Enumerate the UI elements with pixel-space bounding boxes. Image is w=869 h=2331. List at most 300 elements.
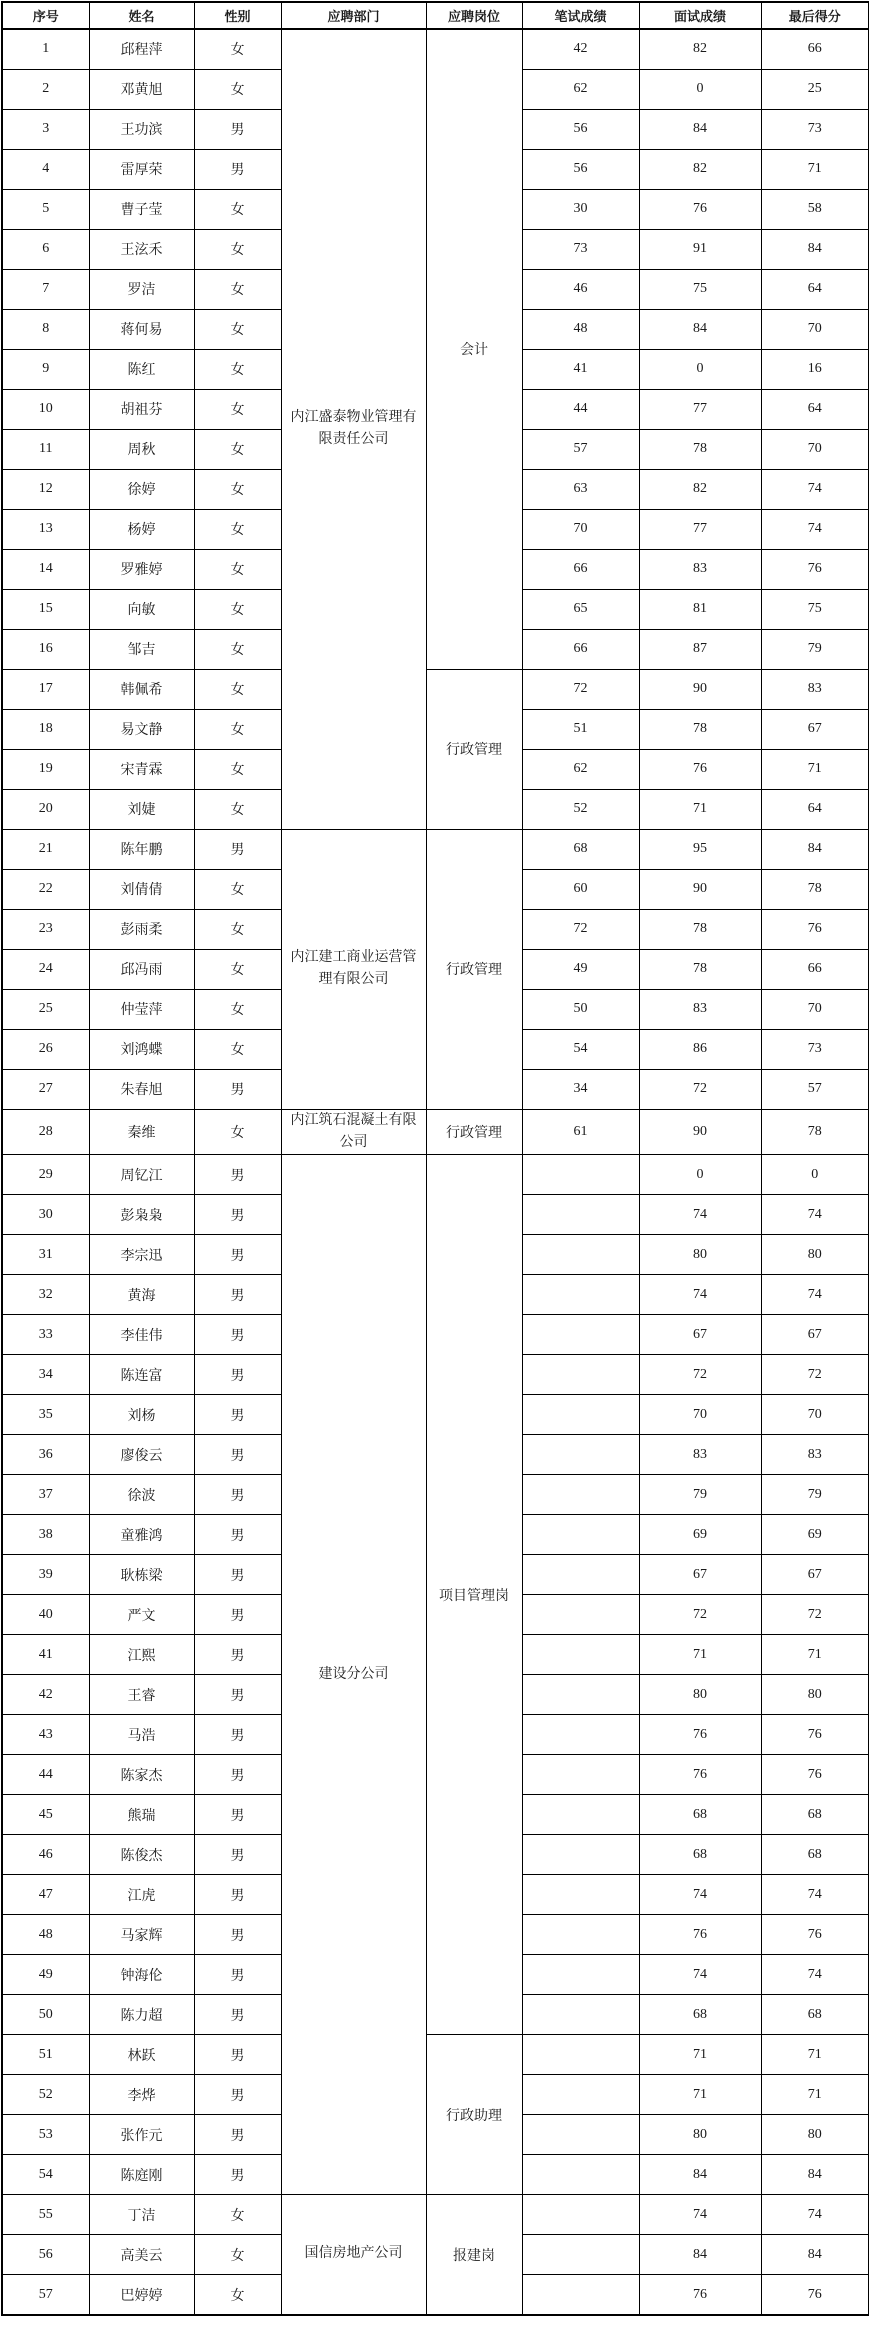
- cell-name: 巴婷婷: [89, 2275, 194, 2315]
- cell-gender: 女: [194, 309, 281, 349]
- cell-gender: 女: [194, 789, 281, 829]
- cell-final-score: 76: [761, 1915, 869, 1955]
- cell-gender: 女: [194, 749, 281, 789]
- cell-interview-score: 76: [639, 749, 761, 789]
- cell-final-score: 78: [761, 869, 869, 909]
- cell-name: 周秋: [89, 429, 194, 469]
- cell-no: 56: [2, 2235, 89, 2275]
- column-header-gender: 性别: [194, 2, 281, 29]
- cell-gender: 男: [194, 1315, 281, 1355]
- cell-no: 11: [2, 429, 89, 469]
- cell-no: 43: [2, 1715, 89, 1755]
- cell-interview-score: 76: [639, 1755, 761, 1795]
- cell-written-score: 65: [522, 589, 639, 629]
- cell-final-score: 70: [761, 989, 869, 1029]
- cell-name: 王睿: [89, 1675, 194, 1715]
- cell-written-score: 52: [522, 789, 639, 829]
- cell-written-score: 70: [522, 509, 639, 549]
- cell-gender: 男: [194, 1515, 281, 1555]
- cell-name: 马家辉: [89, 1915, 194, 1955]
- cell-written-score: 49: [522, 949, 639, 989]
- cell-final-score: 84: [761, 229, 869, 269]
- cell-gender: 男: [194, 2115, 281, 2155]
- cell-final-score: 75: [761, 589, 869, 629]
- cell-name: 廖俊云: [89, 1435, 194, 1475]
- cell-final-score: 64: [761, 789, 869, 829]
- cell-no: 3: [2, 109, 89, 149]
- cell-no: 37: [2, 1475, 89, 1515]
- cell-name: 周钇江: [89, 1155, 194, 1195]
- cell-name: 邓黄旭: [89, 69, 194, 109]
- cell-no: 25: [2, 989, 89, 1029]
- cell-gender: 女: [194, 509, 281, 549]
- cell-interview-score: 83: [639, 989, 761, 1029]
- cell-gender: 女: [194, 429, 281, 469]
- cell-written-score: 44: [522, 389, 639, 429]
- cell-interview-score: 68: [639, 1795, 761, 1835]
- cell-interview-score: 87: [639, 629, 761, 669]
- cell-no: 22: [2, 869, 89, 909]
- cell-written-score: [522, 1595, 639, 1635]
- cell-gender: 男: [194, 1915, 281, 1955]
- cell-interview-score: 78: [639, 909, 761, 949]
- cell-final-score: 64: [761, 269, 869, 309]
- cell-final-score: 71: [761, 2075, 869, 2115]
- cell-written-score: [522, 1995, 639, 2035]
- cell-final-score: 76: [761, 2275, 869, 2315]
- cell-interview-score: 84: [639, 309, 761, 349]
- cell-department: 内江筑石混凝土有限公司: [281, 1109, 426, 1155]
- cell-no: 39: [2, 1555, 89, 1595]
- header-row: [2, 2, 869, 29]
- cell-final-score: 80: [761, 1235, 869, 1275]
- cell-final-score: 71: [761, 2035, 869, 2075]
- cell-no: 38: [2, 1515, 89, 1555]
- cell-final-score: 67: [761, 1315, 869, 1355]
- cell-gender: 女: [194, 629, 281, 669]
- cell-interview-score: 76: [639, 1915, 761, 1955]
- cell-final-score: 76: [761, 909, 869, 949]
- cell-interview-score: 90: [639, 1109, 761, 1155]
- cell-no: 8: [2, 309, 89, 349]
- cell-no: 42: [2, 1675, 89, 1715]
- cell-final-score: 73: [761, 109, 869, 149]
- cell-no: 53: [2, 2115, 89, 2155]
- cell-name: 陈连富: [89, 1355, 194, 1395]
- cell-final-score: 68: [761, 1995, 869, 2035]
- cell-final-score: 76: [761, 1755, 869, 1795]
- cell-name: 黄海: [89, 1275, 194, 1315]
- cell-written-score: 51: [522, 709, 639, 749]
- cell-interview-score: 74: [639, 1875, 761, 1915]
- cell-no: 49: [2, 1955, 89, 1995]
- table-row: [2, 829, 869, 869]
- cell-interview-score: 74: [639, 1955, 761, 1995]
- cell-gender: 女: [194, 189, 281, 229]
- cell-no: 33: [2, 1315, 89, 1355]
- cell-written-score: [522, 1235, 639, 1275]
- cell-gender: 男: [194, 1675, 281, 1715]
- cell-written-score: [522, 2155, 639, 2195]
- cell-gender: 男: [194, 2035, 281, 2075]
- cell-gender: 男: [194, 1595, 281, 1635]
- table-row: [2, 2195, 869, 2235]
- cell-no: 45: [2, 1795, 89, 1835]
- cell-interview-score: 71: [639, 789, 761, 829]
- cell-name: 熊瑞: [89, 1795, 194, 1835]
- cell-no: 47: [2, 1875, 89, 1915]
- cell-name: 蒋何易: [89, 309, 194, 349]
- cell-no: 20: [2, 789, 89, 829]
- cell-gender: 男: [194, 829, 281, 869]
- cell-written-score: [522, 2075, 639, 2115]
- cell-name: 严文: [89, 1595, 194, 1635]
- cell-interview-score: 81: [639, 589, 761, 629]
- cell-interview-score: 69: [639, 1515, 761, 1555]
- cell-no: 18: [2, 709, 89, 749]
- cell-gender: 男: [194, 1475, 281, 1515]
- cell-interview-score: 68: [639, 1995, 761, 2035]
- cell-no: 46: [2, 1835, 89, 1875]
- cell-gender: 女: [194, 869, 281, 909]
- cell-gender: 女: [194, 349, 281, 389]
- cell-no: 1: [2, 29, 89, 69]
- cell-no: 17: [2, 669, 89, 709]
- cell-no: 36: [2, 1435, 89, 1475]
- cell-gender: 男: [194, 1755, 281, 1795]
- cell-gender: 女: [194, 989, 281, 1029]
- cell-final-score: 74: [761, 1875, 869, 1915]
- cell-gender: 女: [194, 2235, 281, 2275]
- cell-final-score: 16: [761, 349, 869, 389]
- cell-final-score: 74: [761, 1195, 869, 1235]
- cell-written-score: 68: [522, 829, 639, 869]
- cell-interview-score: 71: [639, 1635, 761, 1675]
- cell-gender: 男: [194, 1875, 281, 1915]
- cell-interview-score: 91: [639, 229, 761, 269]
- table-row: [2, 1109, 869, 1155]
- column-header-no: 序号: [2, 2, 89, 29]
- cell-position: 行政管理: [426, 829, 522, 1109]
- table-body: [2, 29, 869, 2315]
- cell-final-score: 69: [761, 1515, 869, 1555]
- cell-final-score: 84: [761, 2155, 869, 2195]
- cell-position: 报建岗: [426, 2195, 522, 2315]
- cell-name: 向敏: [89, 589, 194, 629]
- cell-gender: 男: [194, 1995, 281, 2035]
- cell-no: 15: [2, 589, 89, 629]
- cell-name: 丁洁: [89, 2195, 194, 2235]
- cell-written-score: 57: [522, 429, 639, 469]
- cell-written-score: 62: [522, 749, 639, 789]
- cell-written-score: 46: [522, 269, 639, 309]
- cell-final-score: 72: [761, 1595, 869, 1635]
- cell-final-score: 73: [761, 1029, 869, 1069]
- cell-final-score: 67: [761, 709, 869, 749]
- cell-gender: 男: [194, 1715, 281, 1755]
- cell-written-score: 54: [522, 1029, 639, 1069]
- cell-name: 马浩: [89, 1715, 194, 1755]
- cell-name: 罗雅婷: [89, 549, 194, 589]
- cell-no: 32: [2, 1275, 89, 1315]
- cell-department: 建设分公司: [281, 1155, 426, 2195]
- cell-gender: 男: [194, 1435, 281, 1475]
- cell-written-score: [522, 1955, 639, 1995]
- cell-department: 国信房地产公司: [281, 2195, 426, 2315]
- cell-no: 55: [2, 2195, 89, 2235]
- cell-no: 29: [2, 1155, 89, 1195]
- cell-interview-score: 78: [639, 949, 761, 989]
- cell-name: 高美云: [89, 2235, 194, 2275]
- cell-name: 耿栋梁: [89, 1555, 194, 1595]
- cell-interview-score: 82: [639, 469, 761, 509]
- cell-no: 13: [2, 509, 89, 549]
- column-header-interview-score: 面试成绩: [639, 2, 761, 29]
- cell-interview-score: 76: [639, 2275, 761, 2315]
- cell-written-score: [522, 1155, 639, 1195]
- cell-final-score: 71: [761, 149, 869, 189]
- cell-gender: 女: [194, 1109, 281, 1155]
- cell-gender: 女: [194, 549, 281, 589]
- cell-interview-score: 0: [639, 349, 761, 389]
- cell-final-score: 71: [761, 749, 869, 789]
- cell-no: 10: [2, 389, 89, 429]
- cell-gender: 女: [194, 29, 281, 69]
- cell-interview-score: 71: [639, 2075, 761, 2115]
- cell-interview-score: 77: [639, 389, 761, 429]
- cell-interview-score: 83: [639, 1435, 761, 1475]
- cell-no: 54: [2, 2155, 89, 2195]
- cell-gender: 男: [194, 1635, 281, 1675]
- cell-final-score: 70: [761, 429, 869, 469]
- cell-final-score: 70: [761, 1395, 869, 1435]
- cell-interview-score: 67: [639, 1315, 761, 1355]
- cell-name: 易文静: [89, 709, 194, 749]
- cell-no: 30: [2, 1195, 89, 1235]
- cell-interview-score: 70: [639, 1395, 761, 1435]
- cell-written-score: 63: [522, 469, 639, 509]
- cell-final-score: 64: [761, 389, 869, 429]
- cell-final-score: 74: [761, 2195, 869, 2235]
- cell-written-score: [522, 1515, 639, 1555]
- cell-interview-score: 80: [639, 1235, 761, 1275]
- cell-written-score: [522, 2035, 639, 2075]
- cell-final-score: 79: [761, 629, 869, 669]
- cell-written-score: 56: [522, 149, 639, 189]
- cell-no: 19: [2, 749, 89, 789]
- cell-interview-score: 86: [639, 1029, 761, 1069]
- cell-name: 杨婷: [89, 509, 194, 549]
- cell-name: 邱程萍: [89, 29, 194, 69]
- cell-interview-score: 80: [639, 2115, 761, 2155]
- cell-written-score: [522, 1875, 639, 1915]
- cell-interview-score: 74: [639, 2195, 761, 2235]
- cell-written-score: [522, 1475, 639, 1515]
- cell-final-score: 68: [761, 1795, 869, 1835]
- cell-name: 李烨: [89, 2075, 194, 2115]
- cell-no: 16: [2, 629, 89, 669]
- cell-final-score: 84: [761, 2235, 869, 2275]
- cell-final-score: 74: [761, 1275, 869, 1315]
- cell-written-score: [522, 1715, 639, 1755]
- cell-no: 7: [2, 269, 89, 309]
- cell-final-score: 80: [761, 2115, 869, 2155]
- cell-gender: 女: [194, 229, 281, 269]
- cell-written-score: 30: [522, 189, 639, 229]
- cell-department: 内江建工商业运营管理有限公司: [281, 829, 426, 1109]
- cell-written-score: [522, 2235, 639, 2275]
- cell-position: 行政管理: [426, 1109, 522, 1155]
- cell-written-score: [522, 1835, 639, 1875]
- cell-gender: 男: [194, 1155, 281, 1195]
- column-header-final-score: 最后得分: [761, 2, 869, 29]
- column-header-name: 姓名: [89, 2, 194, 29]
- cell-interview-score: 0: [639, 1155, 761, 1195]
- cell-no: 26: [2, 1029, 89, 1069]
- results-table: [1, 1, 869, 2316]
- table-row: [2, 29, 869, 69]
- cell-interview-score: 76: [639, 189, 761, 229]
- cell-written-score: 34: [522, 1069, 639, 1109]
- cell-written-score: 72: [522, 669, 639, 709]
- cell-interview-score: 82: [639, 29, 761, 69]
- cell-position: 行政助理: [426, 2035, 522, 2195]
- cell-gender: 男: [194, 149, 281, 189]
- cell-name: 陈年鹏: [89, 829, 194, 869]
- cell-no: 31: [2, 1235, 89, 1275]
- cell-interview-score: 77: [639, 509, 761, 549]
- cell-name: 徐婷: [89, 469, 194, 509]
- cell-gender: 女: [194, 389, 281, 429]
- cell-no: 23: [2, 909, 89, 949]
- cell-gender: 女: [194, 1029, 281, 1069]
- cell-interview-score: 80: [639, 1675, 761, 1715]
- table-row: [2, 1155, 869, 1195]
- cell-name: 童雅鸿: [89, 1515, 194, 1555]
- table-row: [2, 2035, 869, 2075]
- cell-name: 曹子莹: [89, 189, 194, 229]
- cell-name: 张作元: [89, 2115, 194, 2155]
- cell-name: 钟海伦: [89, 1955, 194, 1995]
- cell-final-score: 57: [761, 1069, 869, 1109]
- cell-name: 刘婕: [89, 789, 194, 829]
- cell-final-score: 78: [761, 1109, 869, 1155]
- cell-name: 罗洁: [89, 269, 194, 309]
- cell-name: 徐波: [89, 1475, 194, 1515]
- cell-written-score: [522, 1915, 639, 1955]
- cell-final-score: 67: [761, 1555, 869, 1595]
- cell-interview-score: 90: [639, 669, 761, 709]
- cell-name: 刘倩倩: [89, 869, 194, 909]
- cell-written-score: [522, 2115, 639, 2155]
- cell-final-score: 76: [761, 549, 869, 589]
- cell-interview-score: 68: [639, 1835, 761, 1875]
- cell-no: 50: [2, 1995, 89, 2035]
- cell-gender: 女: [194, 909, 281, 949]
- cell-name: 秦维: [89, 1109, 194, 1155]
- column-header-department: 应聘部门: [281, 2, 426, 29]
- cell-written-score: [522, 2195, 639, 2235]
- cell-name: 陈红: [89, 349, 194, 389]
- cell-gender: 男: [194, 1195, 281, 1235]
- cell-gender: 男: [194, 1235, 281, 1275]
- cell-department: 内江盛泰物业管理有限责任公司: [281, 29, 426, 829]
- cell-final-score: 76: [761, 1715, 869, 1755]
- cell-gender: 男: [194, 1955, 281, 1995]
- cell-name: 胡祖芬: [89, 389, 194, 429]
- cell-no: 52: [2, 2075, 89, 2115]
- cell-final-score: 70: [761, 309, 869, 349]
- cell-final-score: 25: [761, 69, 869, 109]
- cell-written-score: 72: [522, 909, 639, 949]
- cell-written-score: [522, 1195, 639, 1235]
- cell-interview-score: 74: [639, 1275, 761, 1315]
- cell-final-score: 83: [761, 1435, 869, 1475]
- cell-interview-score: 83: [639, 549, 761, 589]
- cell-no: 28: [2, 1109, 89, 1155]
- cell-written-score: 61: [522, 1109, 639, 1155]
- cell-gender: 男: [194, 1395, 281, 1435]
- cell-written-score: 62: [522, 69, 639, 109]
- cell-written-score: [522, 1555, 639, 1595]
- cell-written-score: [522, 1795, 639, 1835]
- cell-name: 陈家杰: [89, 1755, 194, 1795]
- cell-interview-score: 79: [639, 1475, 761, 1515]
- cell-written-score: 50: [522, 989, 639, 1029]
- cell-interview-score: 74: [639, 1195, 761, 1235]
- cell-written-score: 60: [522, 869, 639, 909]
- cell-written-score: 73: [522, 229, 639, 269]
- cell-no: 48: [2, 1915, 89, 1955]
- cell-position: 行政管理: [426, 669, 522, 829]
- table-row: [2, 669, 869, 709]
- cell-no: 2: [2, 69, 89, 109]
- cell-final-score: 74: [761, 469, 869, 509]
- cell-final-score: 74: [761, 1955, 869, 1995]
- cell-written-score: [522, 1275, 639, 1315]
- cell-written-score: 66: [522, 629, 639, 669]
- cell-interview-score: 67: [639, 1555, 761, 1595]
- cell-written-score: 48: [522, 309, 639, 349]
- cell-name: 彭枭枭: [89, 1195, 194, 1235]
- cell-final-score: 71: [761, 1635, 869, 1675]
- cell-no: 4: [2, 149, 89, 189]
- cell-written-score: [522, 2275, 639, 2315]
- cell-name: 陈俊杰: [89, 1835, 194, 1875]
- cell-name: 王功滨: [89, 109, 194, 149]
- cell-gender: 男: [194, 2075, 281, 2115]
- cell-name: 邹吉: [89, 629, 194, 669]
- cell-gender: 女: [194, 589, 281, 629]
- cell-written-score: 66: [522, 549, 639, 589]
- cell-no: 27: [2, 1069, 89, 1109]
- cell-written-score: 56: [522, 109, 639, 149]
- cell-written-score: [522, 1315, 639, 1355]
- cell-final-score: 80: [761, 1675, 869, 1715]
- cell-no: 35: [2, 1395, 89, 1435]
- cell-gender: 女: [194, 2195, 281, 2235]
- cell-gender: 男: [194, 1555, 281, 1595]
- cell-interview-score: 0: [639, 69, 761, 109]
- cell-name: 陈力超: [89, 1995, 194, 2035]
- cell-interview-score: 84: [639, 109, 761, 149]
- cell-interview-score: 95: [639, 829, 761, 869]
- cell-final-score: 72: [761, 1355, 869, 1395]
- cell-final-score: 58: [761, 189, 869, 229]
- cell-name: 韩佩希: [89, 669, 194, 709]
- cell-name: 王泫禾: [89, 229, 194, 269]
- cell-gender: 男: [194, 1069, 281, 1109]
